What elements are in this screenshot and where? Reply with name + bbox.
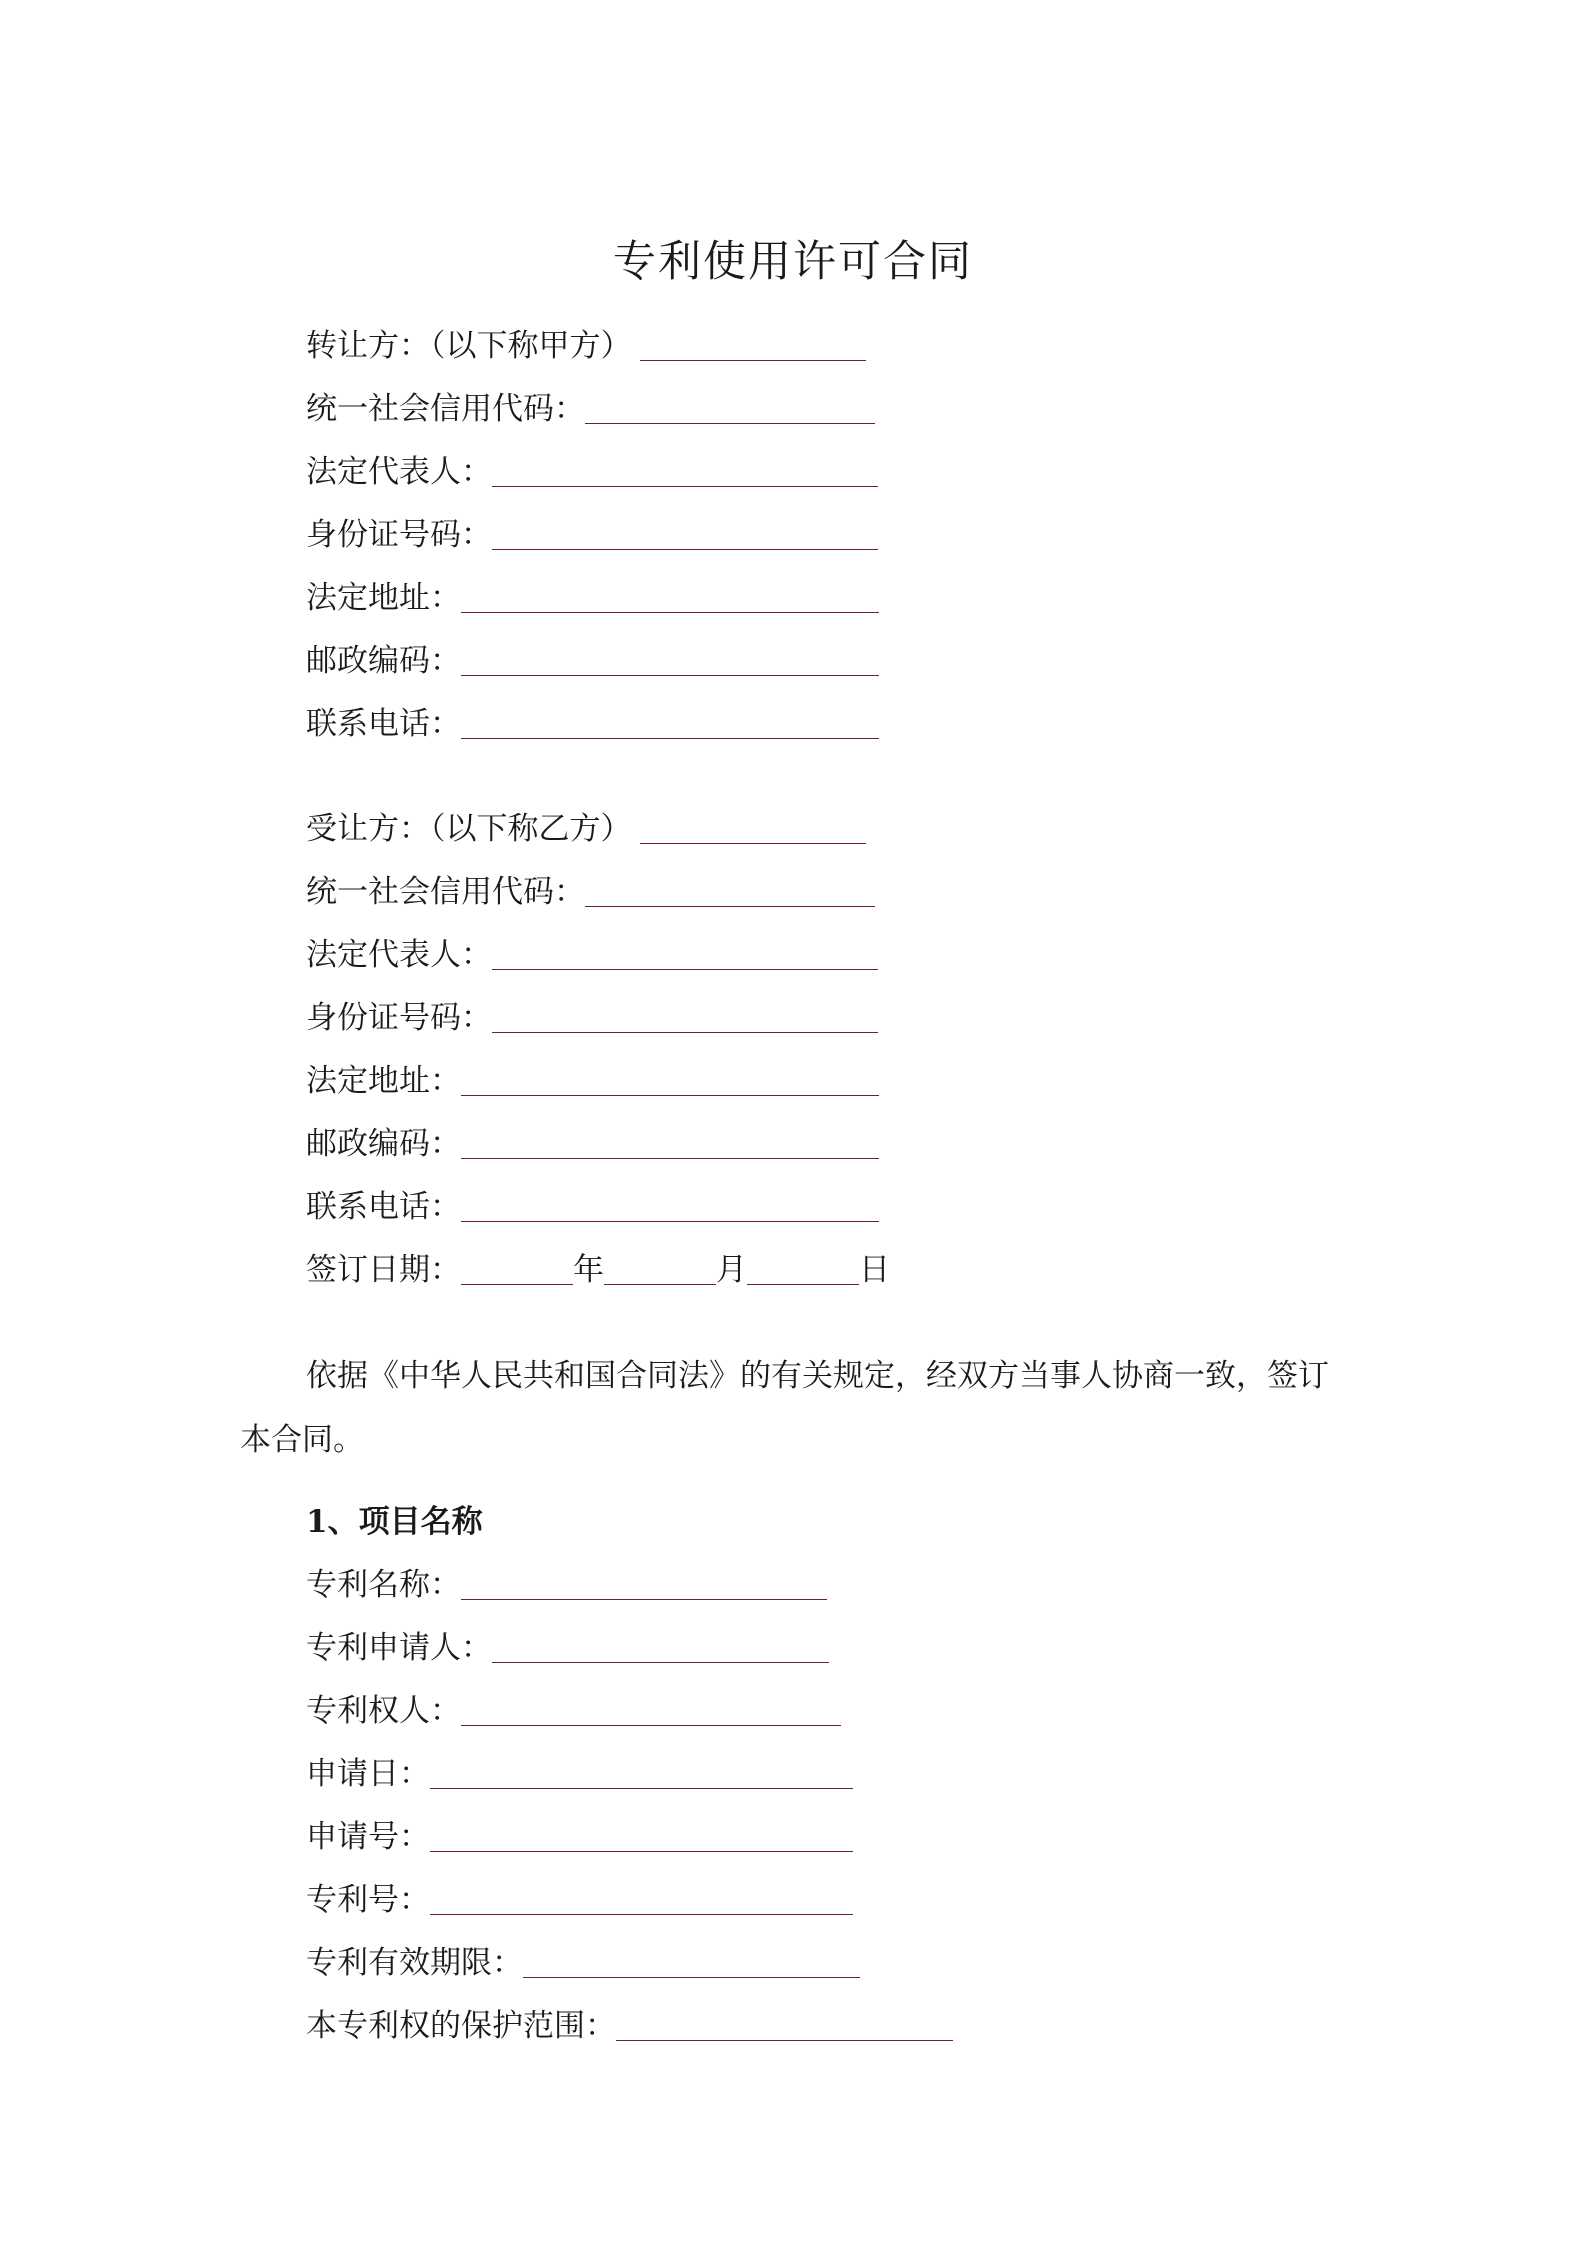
signing-date-row bbox=[306, 1246, 890, 1294]
party-a-phone-label: 联系电话： bbox=[306, 706, 461, 742]
party-a-address-field[interactable] bbox=[461, 611, 879, 613]
party-a-id-number-row bbox=[306, 511, 878, 559]
patent-number-label: 专利号： bbox=[306, 1882, 430, 1918]
party-b-credit-code-field[interactable] bbox=[585, 905, 875, 907]
patent-name-row bbox=[306, 1561, 827, 1609]
application-number-field[interactable] bbox=[430, 1850, 853, 1852]
patentee-label: 专利权人： bbox=[306, 1693, 461, 1729]
party-a-credit-code-label: 统一社会信用代码： bbox=[306, 391, 585, 427]
party-a-postal-code-field[interactable] bbox=[461, 674, 879, 676]
protection-scope-row bbox=[306, 2002, 953, 2050]
signing-date-label: 签订日期： bbox=[306, 1252, 461, 1288]
signing-year-field[interactable] bbox=[461, 1283, 573, 1285]
party-a-legal-rep-label: 法定代表人： bbox=[306, 454, 492, 490]
party-a-role-label: 转让方：（以下称甲方） bbox=[306, 328, 632, 364]
party-b-role-row bbox=[306, 805, 866, 853]
patentee-field[interactable] bbox=[461, 1724, 841, 1726]
party-b-address-row bbox=[306, 1057, 879, 1105]
party-b-phone-label: 联系电话： bbox=[306, 1189, 461, 1225]
document-title: 专利使用许可合同 bbox=[613, 237, 973, 287]
party-b-postal-code-row bbox=[306, 1120, 879, 1168]
party-a-id-number-label: 身份证号码： bbox=[306, 517, 492, 553]
signing-day-field[interactable] bbox=[747, 1283, 859, 1285]
patent-name-field[interactable] bbox=[461, 1598, 827, 1600]
party-b-phone-field[interactable] bbox=[461, 1220, 879, 1222]
preamble-line-1: 依据《中华人民共和国合同法》的有关规定，经双方当事人协商一致，签订 bbox=[306, 1358, 1329, 1394]
filing-date-label: 申请日： bbox=[306, 1756, 430, 1792]
party-b-postal-code-field[interactable] bbox=[461, 1157, 879, 1159]
preamble-line-2: 本合同。 bbox=[240, 1422, 364, 1458]
party-b-legal-rep-label: 法定代表人： bbox=[306, 937, 492, 973]
party-a-legal-rep-row bbox=[306, 448, 878, 496]
patent-name-label: 专利名称： bbox=[306, 1567, 461, 1603]
patent-number-row bbox=[306, 1876, 853, 1924]
party-a-phone-row bbox=[306, 700, 879, 748]
party-b-postal-code-label: 邮政编码： bbox=[306, 1126, 461, 1162]
patent-number-field[interactable] bbox=[430, 1913, 853, 1915]
patent-applicant-row bbox=[306, 1624, 829, 1672]
patent-validity-label: 专利有效期限： bbox=[306, 1945, 523, 1981]
party-b-legal-rep-row bbox=[306, 931, 878, 979]
party-a-legal-rep-field[interactable] bbox=[492, 485, 878, 487]
party-a-address-label: 法定地址： bbox=[306, 580, 461, 616]
patent-applicant-field[interactable] bbox=[492, 1661, 829, 1663]
party-b-name-field[interactable] bbox=[640, 842, 866, 844]
party-b-id-number-row bbox=[306, 994, 878, 1042]
patentee-row bbox=[306, 1687, 841, 1735]
party-b-phone-row bbox=[306, 1183, 879, 1231]
patent-validity-row bbox=[306, 1939, 860, 1987]
party-b-role-label: 受让方：（以下称乙方） bbox=[306, 811, 632, 847]
patent-validity-field[interactable] bbox=[523, 1976, 860, 1978]
party-b-id-number-label: 身份证号码： bbox=[306, 1000, 492, 1036]
application-number-label: 申请号： bbox=[306, 1819, 430, 1855]
party-b-credit-code-label: 统一社会信用代码： bbox=[306, 874, 585, 910]
filing-date-row bbox=[306, 1750, 853, 1798]
party-a-phone-field[interactable] bbox=[461, 737, 879, 739]
party-b-credit-code-row bbox=[306, 868, 875, 916]
party-a-credit-code-row bbox=[306, 385, 875, 433]
party-b-id-number-field[interactable] bbox=[492, 1031, 878, 1033]
party-a-credit-code-field[interactable] bbox=[585, 422, 875, 424]
party-a-postal-code-row bbox=[306, 637, 879, 685]
party-b-legal-rep-field[interactable] bbox=[492, 968, 878, 970]
party-a-id-number-field[interactable] bbox=[492, 548, 878, 550]
protection-scope-field[interactable] bbox=[616, 2039, 953, 2041]
month-label: 月 bbox=[716, 1252, 747, 1288]
party-a-name-field[interactable] bbox=[640, 359, 866, 361]
party-b-address-label: 法定地址： bbox=[306, 1063, 461, 1099]
filing-date-field[interactable] bbox=[430, 1787, 853, 1789]
protection-scope-label: 本专利权的保护范围： bbox=[306, 2008, 616, 2044]
party-a-postal-code-label: 邮政编码： bbox=[306, 643, 461, 679]
party-a-role-row bbox=[306, 322, 866, 370]
party-a-address-row bbox=[306, 574, 879, 622]
year-label: 年 bbox=[573, 1252, 604, 1288]
signing-month-field[interactable] bbox=[604, 1283, 716, 1285]
patent-applicant-label: 专利申请人： bbox=[306, 1630, 492, 1666]
section-1-heading: 1、项目名称 bbox=[306, 1504, 483, 1540]
party-b-address-field[interactable] bbox=[461, 1094, 879, 1096]
day-label: 日 bbox=[859, 1252, 890, 1288]
application-number-row bbox=[306, 1813, 853, 1861]
